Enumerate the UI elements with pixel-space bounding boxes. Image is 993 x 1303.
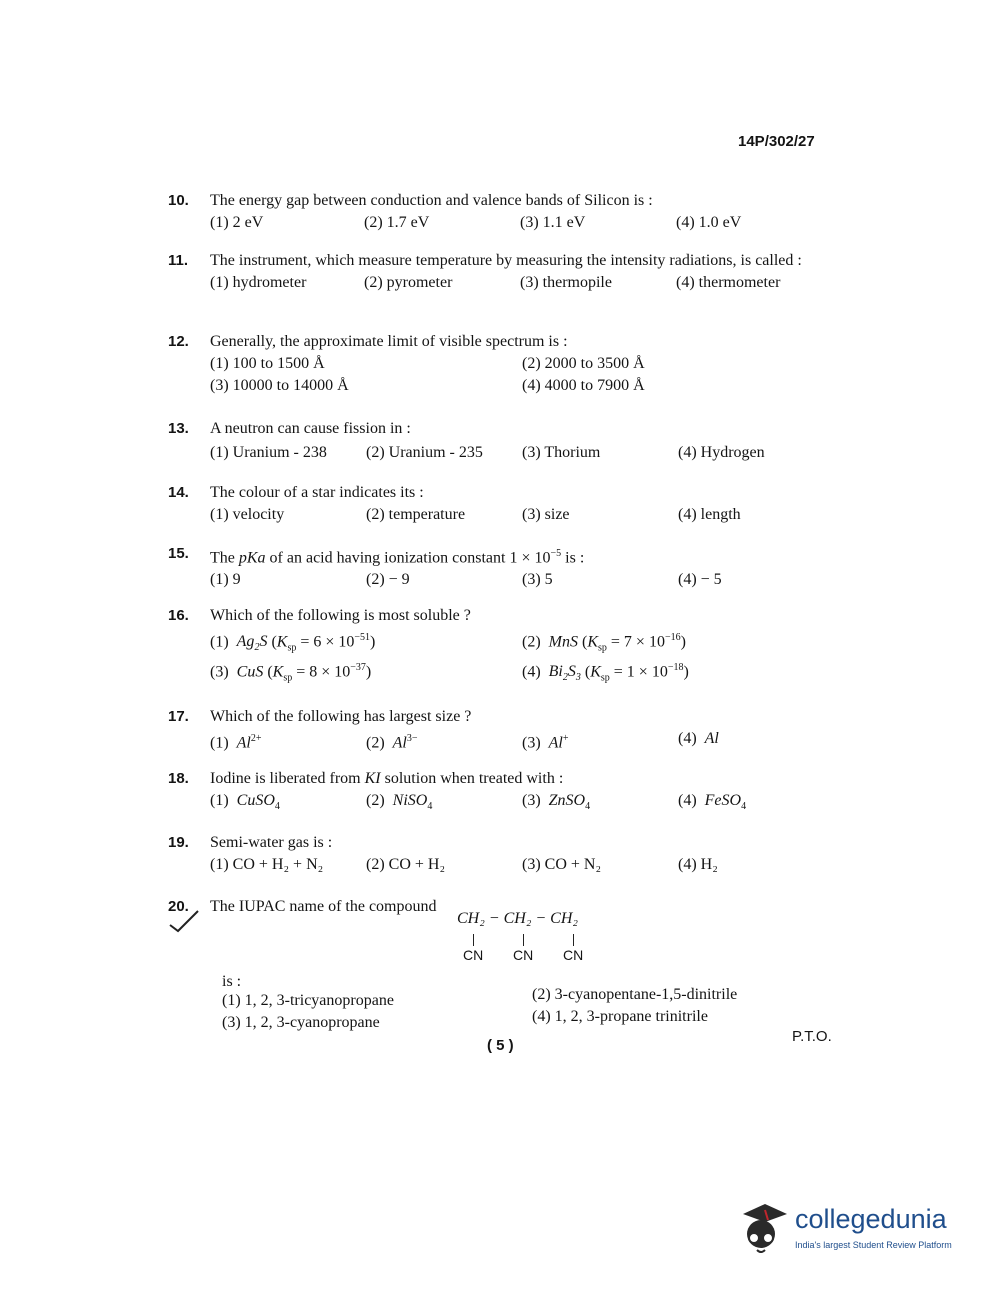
collegedunia-logo (735, 1196, 965, 1260)
question-text: The instrument, which measure temperature by measuring the intensity radiations, is called : (210, 252, 802, 269)
question-17 (168, 706, 828, 750)
option-4[interactable]: (4) 1, 2, 3-propane trinitrile (532, 1008, 708, 1025)
option-3[interactable]: (3) Al+ (522, 733, 569, 752)
bond (473, 934, 474, 946)
bond (573, 934, 574, 946)
question-text: A neutron can cause fission in : (210, 420, 411, 437)
option-4[interactable]: (4) H₂ (678, 856, 718, 873)
option-1[interactable]: (1) velocity (210, 506, 285, 523)
option-3[interactable]: (3) thermopile (520, 274, 612, 291)
option-2[interactable]: (2) pyrometer (364, 274, 453, 291)
option-4[interactable]: (4) FeSO$_4$ (678, 792, 747, 813)
molecule-chain: CH₂ − CH₂ − CH₂ (457, 910, 578, 927)
question-text: Generally, the approximate limit of visible spectrum is : (210, 333, 568, 350)
option-3[interactable]: (3) CuS $(K_{sp} = 8 \times 10^{-37})$ (210, 662, 372, 684)
pto-label: P.T.O. (792, 1028, 832, 1045)
option-3[interactable]: (3) 10000 to 14000 Å (210, 377, 349, 394)
question-text: The colour of a star indicates its : (210, 484, 424, 501)
mascot-icon (735, 1196, 791, 1258)
question-text: Semi-water gas is : (210, 834, 333, 851)
question-number: 15. (168, 545, 189, 562)
bond (523, 934, 524, 946)
option-3[interactable]: (3) CO + N₂ (522, 856, 602, 873)
question-text: Which of the following has largest size ? (210, 708, 472, 725)
option-2[interactable]: (2) CO + H₂ (366, 856, 446, 873)
option-2[interactable]: (2) 1.7 eV (364, 214, 430, 231)
question-number: 17. (168, 708, 189, 725)
page-number: ( 5 ) (487, 1037, 514, 1054)
option-3[interactable]: (3) Thorium (522, 444, 601, 461)
question-12 (168, 331, 828, 397)
cn-group: CN (463, 947, 484, 963)
option-1[interactable]: (1) 9 (210, 571, 241, 589)
tick-mark-icon (168, 905, 208, 935)
question-number: 11. (168, 252, 189, 269)
option-3[interactable]: (3) 5 (522, 571, 553, 589)
brand-tagline: India's largest Student Review Platform (795, 1240, 952, 1250)
option-4[interactable]: (4) Al (678, 730, 719, 747)
question-15 (168, 543, 828, 591)
question-text: The pKa of an acid having ionization constant $1 \times 10^{-5}$ is : (210, 548, 585, 567)
question-number: 12. (168, 333, 189, 350)
cn-group: CN (563, 947, 584, 963)
question-19 (168, 832, 828, 876)
option-4[interactable]: (4) − 5 (678, 571, 722, 589)
option-4[interactable]: (4) Hydrogen (678, 444, 765, 461)
option-2[interactable]: (2) temperature (366, 506, 466, 523)
option-2[interactable]: (2) 2000 to 3500 Å (522, 355, 645, 372)
option-3[interactable]: (3) 1.1 eV (520, 214, 586, 231)
question-14 (168, 482, 828, 526)
question-number: 19. (168, 834, 189, 851)
question-text: The energy gap between conduction and valence bands of Silicon is : (210, 192, 653, 209)
question-number: 10. (168, 192, 189, 209)
question-text: The IUPAC name of the compound (210, 898, 437, 915)
option-2[interactable]: (2) MnS $(K_{sp} = 7 \times 10^{-16})$ (522, 632, 686, 654)
option-1[interactable]: (1) $Al^{2+}$ (210, 733, 262, 752)
option-1[interactable]: (1) Uranium - 238 (210, 444, 327, 461)
question-text: Which of the following is most soluble ? (210, 607, 471, 624)
cn-group: CN (513, 947, 534, 963)
option-2[interactable]: (2) Uranium - 235 (366, 444, 483, 461)
question-18 (168, 768, 828, 812)
option-3[interactable]: (3) ZnSO$_4$ (522, 792, 591, 813)
option-1[interactable]: (1) CO + H₂ + N₂ (210, 856, 324, 873)
option-4[interactable]: (4) $Bi_2S_3$ $(K_{sp} = 1 \times 10^{-18})$ (522, 662, 689, 684)
option-1[interactable]: (1) 100 to 1500 Å (210, 355, 325, 372)
option-2[interactable]: (2) − 9 (366, 571, 410, 589)
option-1[interactable]: (1) 2 eV (210, 214, 264, 231)
question-number: 18. (168, 770, 189, 787)
question-16 (168, 605, 828, 684)
question-text: Iodine is liberated from KI solution when treated with : (210, 770, 564, 787)
brand-name: collegedunia (795, 1204, 947, 1234)
option-4[interactable]: (4) 4000 to 7900 Å (522, 377, 645, 394)
option-1[interactable]: (1) CuSO$_4$ (210, 792, 280, 813)
molecule-structure (457, 910, 584, 963)
option-1[interactable]: (1) hydrometer (210, 274, 307, 291)
option-2[interactable]: (2) NiSO$_4$ (366, 792, 433, 813)
option-2[interactable]: (2) $Al^{3-}$ (366, 733, 418, 752)
question-20-options (222, 986, 842, 1038)
question-13 (168, 418, 828, 464)
option-4[interactable]: (4) length (678, 506, 741, 523)
question-10 (168, 190, 828, 234)
option-1[interactable]: (1) $Ag_2S$ $(K_{sp} = 6 \times 10^{-51})$ (210, 632, 376, 654)
option-3[interactable]: (3) 1, 2, 3-cyanopropane (222, 1014, 380, 1031)
option-1[interactable]: (1) 1, 2, 3-tricyanopropane (222, 992, 394, 1009)
question-number: 16. (168, 607, 189, 624)
option-4[interactable]: (4) 1.0 eV (676, 214, 742, 231)
option-2[interactable]: (2) 3-cyanopentane-1,5-dinitrile (532, 986, 738, 1003)
is-label: is : (222, 973, 242, 990)
paper-code: 14P/302/27 (738, 133, 815, 150)
question-number: 14. (168, 484, 189, 501)
question-number: 20. (168, 898, 189, 915)
option-4[interactable]: (4) thermometer (676, 274, 781, 291)
option-3[interactable]: (3) size (522, 506, 570, 523)
question-number: 13. (168, 420, 189, 437)
question-11 (168, 250, 828, 294)
